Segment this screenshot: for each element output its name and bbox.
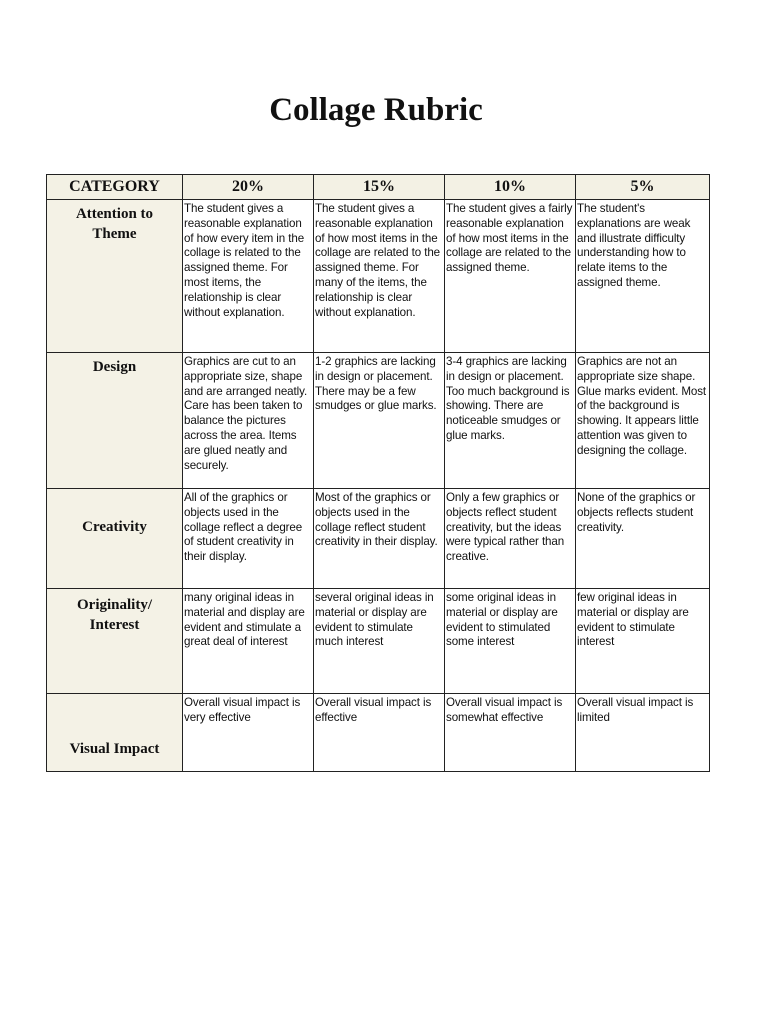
page-title: Collage Rubric (269, 92, 483, 128)
header-level-5: 5% (576, 175, 710, 200)
table-cell: some original ideas in material or display are evident to stimulated some interest (445, 589, 576, 694)
table-cell: The student gives a fairly reasonable explanation of how most items in the collage are related to the assigned theme. (445, 200, 576, 353)
rubric-table (46, 174, 710, 772)
header-level-15: 15% (314, 175, 445, 200)
table-cell: 3-4 graphics are lacking in design or placement. Too much background is showing. There are noticeable smudges or glue marks. (445, 353, 576, 489)
table-cell: Overall visual impact is very effective (183, 694, 314, 772)
table-cell: several original ideas in material or display are evident to stimulate much interest (314, 589, 445, 694)
table-row (47, 489, 710, 589)
row-category-originality-interest: Originality/ Interest (47, 589, 183, 694)
table-cell: many original ideas in material and display are evident and stimulate a great deal of interest (183, 589, 314, 694)
table-row (47, 353, 710, 489)
table-cell: Graphics are not an appropriate size shape. Glue marks evident. Most of the background is showing. It appears little attention was given to designing the collage. (576, 353, 710, 489)
row-category-creativity: Creativity (47, 489, 183, 589)
table-cell: The student's explanations are weak and illustrate difficulty understanding how to relate items to the assigned theme. (576, 200, 710, 353)
table-row (47, 200, 710, 353)
header-row (47, 175, 710, 200)
table-cell: few original ideas in material or display are evident to stimulate interest (576, 589, 710, 694)
header-category: CATEGORY (47, 175, 183, 200)
table-cell: Overall visual impact is somewhat effective (445, 694, 576, 772)
table-cell: Only a few graphics or objects reflect student creativity, but the ideas were typical rather than creative. (445, 489, 576, 589)
table-cell: The student gives a reasonable explanation of how most items in the collage are related to the assigned theme. For many of the items, the relationship is clear without explanation. (314, 200, 445, 353)
row-category-attention-to-theme: Attention to Theme (47, 200, 183, 353)
table-cell: Overall visual impact is limited (576, 694, 710, 772)
table-cell: Graphics are cut to an appropriate size, shape and are arranged neatly. Care has been taken to balance the pictures across the area. Items are glued neatly and securely. (183, 353, 314, 489)
table-cell: The student gives a reasonable explanation of how every item in the collage is related to the assigned theme. For most items, the relationship is clear without explanation. (183, 200, 314, 353)
table-cell: None of the graphics or objects reflects student creativity. (576, 489, 710, 589)
row-category-design: Design (47, 353, 183, 489)
table-cell: Overall visual impact is effective (314, 694, 445, 772)
table-cell: All of the graphics or objects used in the collage reflect a degree of student creativity in their display. (183, 489, 314, 589)
table-cell: 1-2 graphics are lacking in design or placement. There may be a few smudges or glue marks. (314, 353, 445, 489)
header-level-20: 20% (183, 175, 314, 200)
table-row (47, 589, 710, 694)
table-row (47, 694, 710, 772)
table-cell: Most of the graphics or objects used in the collage reflect student creativity in their display. (314, 489, 445, 589)
header-level-10: 10% (445, 175, 576, 200)
row-category-visual-impact: Visual Impact (47, 694, 183, 772)
